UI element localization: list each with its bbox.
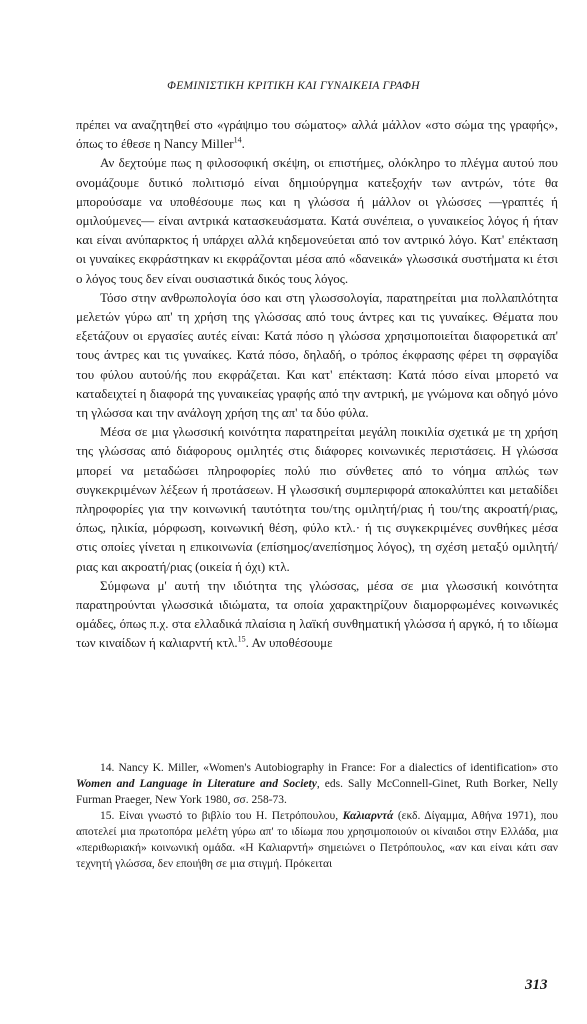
footnote-15: 15. Είναι γνωστό το βιβλίο του Η. Πετρόπουλου, Καλιαρντά (εκδ. Δίγαμμα, Αθήνα 1971), που αποτελεί μια πρωτοπόρα μελέτη γύρω απ' το ιδίωμα που χρησιμοποιούν οι κίναιδοι στην Ελλάδα, μια «περιθωριακή» κοινωνική ομάδα. «Η Καλιαρντή» σημειώνει ο Πετρόπουλος, «αν και είναι κάτι σαν τεχνητή γλώσσα, δεν εποιήθη σε μια στιγμή. Πρόκειται: [76, 810, 558, 870]
paragraph-5: Σύμφωνα μ' αυτή την ιδιότητα της γλώσσας, μέσα σε μια γλωσσική κοινότητα παρατηρούνται γλωσσικά ιδιώματα, τα οποία χαρακτηρίζουν διαμορφωμένες κοινωνικές ομάδες, όπως π.χ. στα ελλαδικά πλαίσια η λαϊκή συνθηματική γλώσσα ή αργκό, ή το ιδίωμα των κιναίδων ή καλιαρντή κτλ.$^{15}$. Αν υποθέσουμε: [76, 577, 558, 651]
footnote-ref-15[interactable]: 15: [237, 635, 246, 645]
paragraph-1: πρέπει να αναζητηθεί στο «γράψιμο του σώματος» αλλά μάλλον «στο σώμα της γραφής», όπως το έθεσε η Nancy Miller$^{14}$.: [76, 117, 558, 152]
footnote-ref-14[interactable]: 14: [233, 135, 242, 145]
paragraph-3: Τόσο στην ανθρωπολογία όσο και στη γλωσσολογία, παρατηρείται μια πολλαπλότητα μελετών γύρω απ' τη χρήση της γλώσσας από τους άντρες και τις γυναίκες. Θέματα που εξετάζουν οι εργασίες αυτές είναι: Κατά πόσο η γλώσσα χρησιμοποιείται διαφορετικά απ' τους άντρες και τις γυναίκες. Κατά πόσο, δηλαδή, ο τρόπος έκφρασης φέρει τη σφραγίδα του φύλου αυτού/ής που εκφράζεται. Και κατ' επέκταση: Κατά πόσο είναι μπορετό να καταδειχτεί η διαφορά της γυναικείας γραφής από την αντρική, με γνώμονα και οδηγό μόνο τη γλώσσα και την ανάλογη χρήση της απ' τα δύο φύλα.: [76, 289, 558, 421]
footnote-14-title: Women and Language in Literature and Society: [76, 777, 317, 790]
footnote-15-title: Καλιαρντά: [342, 810, 394, 823]
body-text: [76, 115, 558, 653]
page-number: 313: [525, 977, 548, 993]
footnote-14: 14. Nancy K. Miller, «Women's Autobiography in France: For a dialectics of identification» στο Women and Language in Literature and Society, eds. Sally McConnell-Ginet, Ruth Borker, Nelly Furman Praeger, New York 1980, σσ. 258-73.: [76, 762, 558, 806]
paragraph-2: Αν δεχτούμε πως η φιλοσοφική σκέψη, οι επιστήμες, ολόκληρο το πλέγμα αυτού που ονομάζουμε δυτικό πολιτισμό είναι δημιούργημα κατεξοχήν των αντρών, τότε θα μπορούσαμε να υποθέσουμε πως και η γλώσσα ή μάλλον οι γλώσσες —γραπτές ή ομιλούμενες— είναι αντρικά κατασκευάσματα. Κατά συνέπεια, ο γυναικείος λόγος ή ήταν και είναι ανύπαρκτος ή υπάρχει αλλά κηδεμονεύεται από τον αντρικό λόγο. Κατ' επέκταση οι γυναίκες εκφράστηκαν κι εκφράζονται μέσα από «δανεικά» γλωσσικά συστήματα κι έτσι ο λόγος τους δεν είναι ουσιαστικά δικός τους λόγος.: [76, 155, 558, 286]
running-head: ΦΕΜΙΝΙΣΤΙΚΗ ΚΡΙΤΙΚΗ ΚΑΙ ΓΥΝΑΙΚΕΙΑ ΓΡΑΦΗ: [167, 80, 420, 92]
paragraph-4: Μέσα σε μια γλωσσική κοινότητα παρατηρείται μεγάλη ποικιλία σχετικά με τη χρήση της γλώσσας από διάφορους ομιλητές στις διάφορες κοινωνικές περιστάσεις. Η γλώσσα μπορεί να μεταδώσει πληροφορίες πολύ πιο σύνθετες από το νόημα απλώς των συγκεκριμένων λέξεων ή προτάσεων. Η γλωσσική συμπεριφορά αποκαλύπτει και μεταδίδει πληροφορίες για την κοινωνική ταυτότητα του/της ομιλητή/ριας ή του/της ακροατή/ριας, όπως, ηλικία, μόρφωση, κοινωνική θέση, φύλο κτλ.· ή τις συγκεκριμένες συνθήκες μέσα στις οποίες γίνεται η επικοινωνία (επίσημος/ανεπίσημος λόγος), τη σχέση μεταξύ ομιλητή/ριας και ακροατή/ριας (οικεία ή όχι) κτλ.: [76, 424, 558, 574]
footnotes: [76, 761, 558, 874]
